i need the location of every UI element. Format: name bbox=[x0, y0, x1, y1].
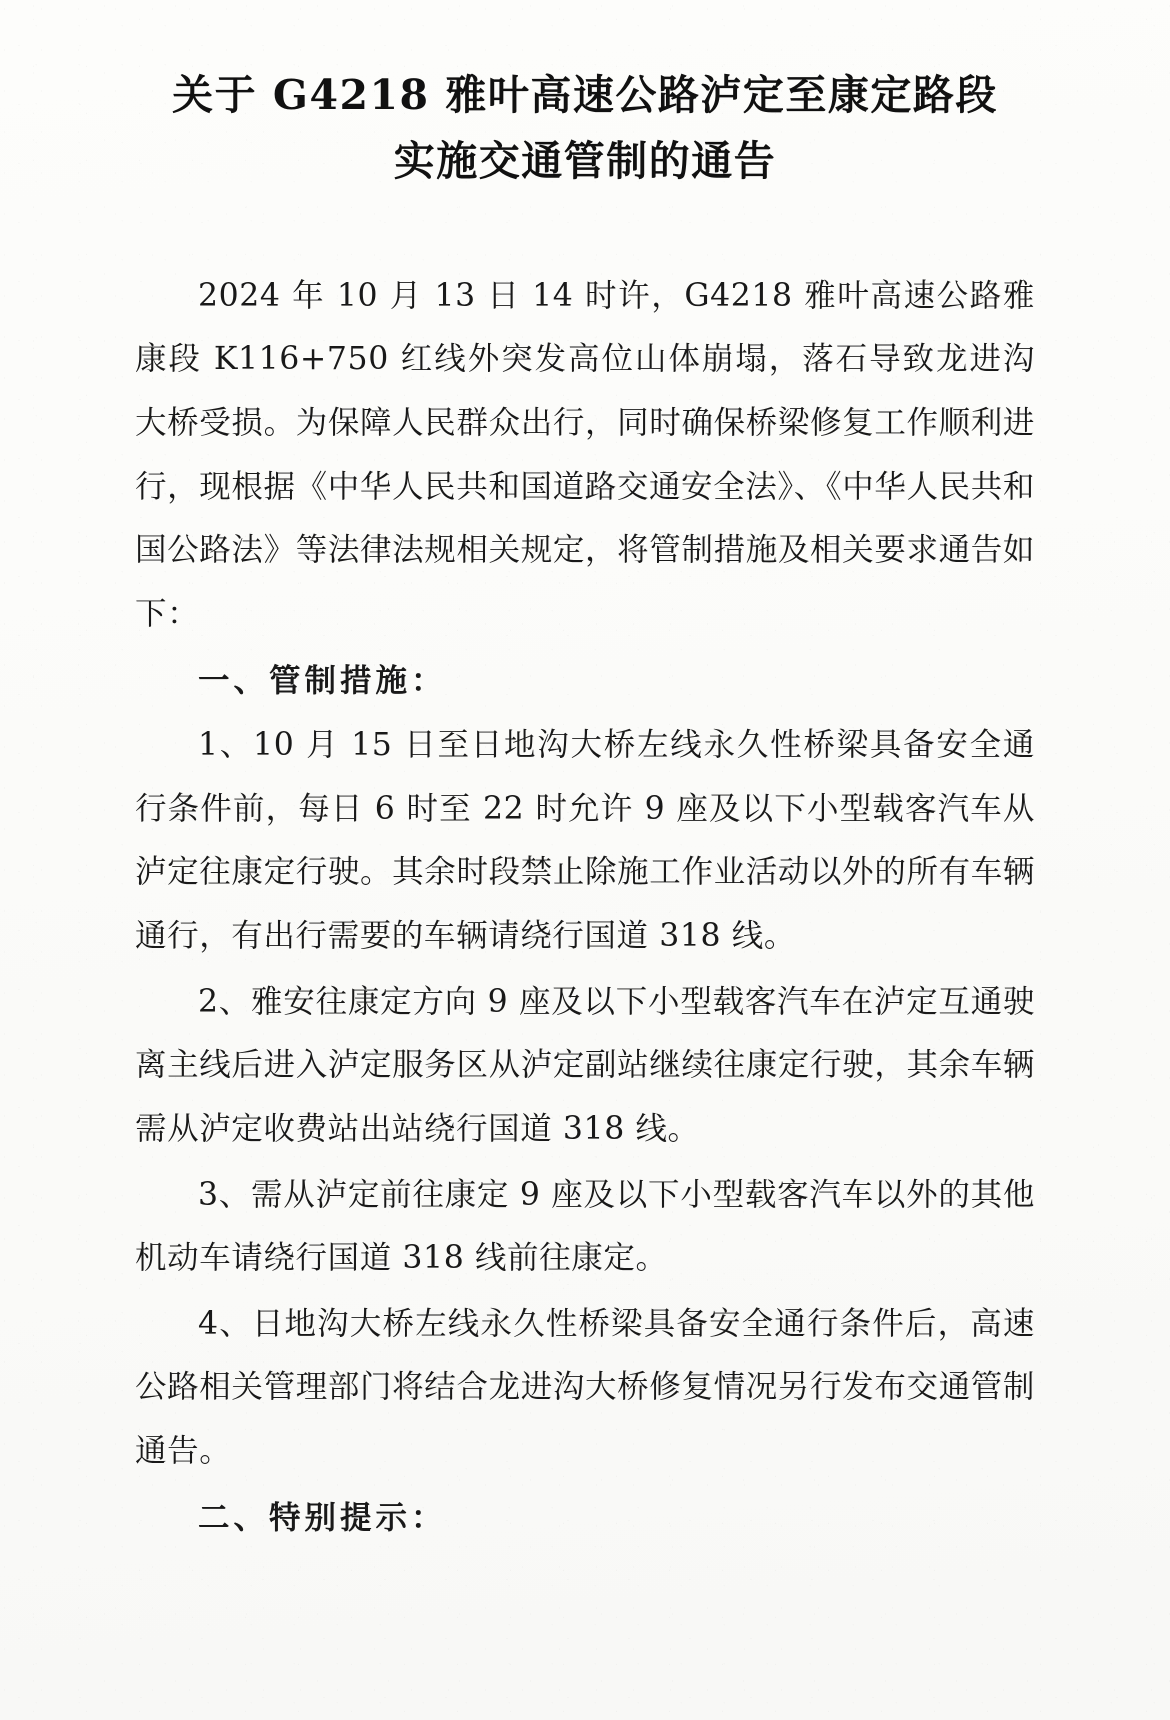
section-heading-control-measures: 一、管制措施： bbox=[198, 661, 447, 699]
page-title-line-2: 实施交通管制的通告 bbox=[393, 137, 777, 186]
measure-item-1: 1、10 月 15 日至日地沟大桥左线永久性桥梁具备安全通行条件前，每日 6 时至 22 时允许 9 座及以下小型载客汽车从泸定往康定行驶。其余时段禁止除施工作业活动以外的所有车辆通行，有出行需要的车辆请绕行国道 318 线。 bbox=[135, 727, 1035, 955]
page-title-line-1: 关于 G4218 雅叶高速公路泸定至康定路段 bbox=[172, 71, 998, 119]
section-heading-special-notice: 二、特别提示： bbox=[198, 1498, 447, 1536]
intro-paragraph: 2024 年 10 月 13 日 14 时许，G4218 雅叶高速公路雅康段 K116+750 红线外突发高位山体崩塌，落石导致龙进沟大桥受损。为保障人民群众出行，同时确保桥梁修复工作顺利进行，现根据《中华人民共和国道路交通安全法》、《中华人民共和国公路法》等法律法规相关规定，将管制措施及相关要求通告如下： bbox=[135, 277, 1035, 632]
measure-item-2: 2、雅安往康定方向 9 座及以下小型载客汽车在泸定互通驶离主线后进入泸定服务区从泸定副站继续往康定行驶，其余车辆需从泸定收费站出站绕行国道 318 线。 bbox=[135, 983, 1035, 1147]
measure-item-4: 4、日地沟大桥左线永久性桥梁具备安全通行条件后，高速公路相关管理部门将结合龙进沟大桥修复情况另行发布交通管制通告。 bbox=[135, 1305, 1035, 1470]
document-body bbox=[135, 195, 1035, 1550]
measure-item-3: 3、需从泸定前往康定 9 座及以下小型载客汽车以外的其他机动车请绕行国道 318 线前往康定。 bbox=[135, 1176, 1035, 1277]
page-title bbox=[135, 0, 1035, 195]
